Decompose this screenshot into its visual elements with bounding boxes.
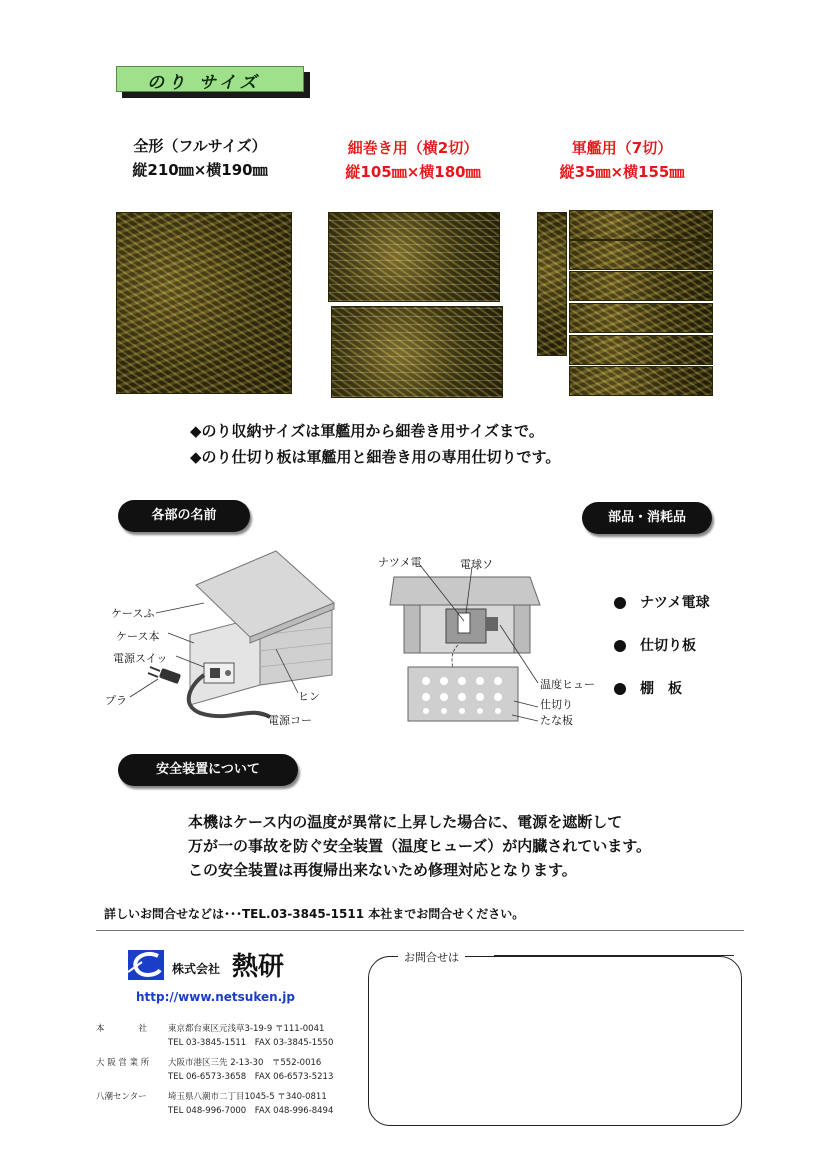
label-case-body: ケース本: [116, 630, 160, 643]
bullet-icon: [614, 640, 626, 652]
label-plug: プラ: [105, 694, 127, 707]
section-safety: 安全装置について: [118, 754, 298, 786]
office-phones: TEL 048-996-7000 FAX 048-996-8494: [168, 1106, 334, 1116]
office-label: 大 阪 営 業 所: [96, 1058, 150, 1068]
company-logo-icon: [128, 950, 164, 980]
label-natsume-bulb: ナツメ電: [378, 556, 422, 569]
size-hosomaki: [313, 136, 513, 184]
note-divider: ◆のり仕切り板は軍艦用と細巻き用の専用仕切りです。: [190, 448, 561, 466]
label-hinge: ヒン: [298, 690, 320, 703]
safety-line-3: この安全装置は再復帰出来ないため修理対応となります。: [188, 861, 577, 879]
office-address: 大阪市港区三先 2-13-30 〒552-0016: [168, 1058, 322, 1068]
size-hosomaki-dims: 縦105㎜×横180㎜: [345, 163, 481, 181]
size-full-name: 全形（フルサイズ）: [133, 137, 267, 155]
office-label: 本 社: [96, 1024, 148, 1034]
office-phones: TEL 06-6573-3658 FAX 06-6573-5213: [168, 1072, 334, 1082]
nori-gunkan-strip: [569, 303, 713, 333]
label-thermal-fuse: 温度ヒュー: [540, 678, 595, 691]
notes: [190, 418, 710, 470]
nori-hosomaki-image-2: [331, 306, 503, 398]
size-gunkan: [522, 136, 722, 184]
size-hosomaki-name: 細巻き用（横2切）: [347, 139, 479, 157]
label-power-cord: 電源コー: [268, 714, 312, 727]
label-shelf-board: たな板: [540, 714, 573, 727]
section-parts-names: 各部の名前: [118, 500, 250, 532]
inquiry-box: [368, 956, 742, 1126]
nori-hosomaki-image-1: [328, 212, 500, 302]
nori-gunkan-strip: [569, 271, 713, 301]
consumable-natsume-bulb: ナツメ電球: [640, 595, 710, 611]
nori-gunkan-strip-vertical: [537, 212, 567, 356]
label-power-switch: 電源スイッ: [113, 652, 168, 665]
size-gunkan-dims: 縦35㎜×横155㎜: [559, 163, 685, 181]
company-name: 熱研: [232, 952, 285, 982]
label-bulb-socket: 電球ソ: [460, 558, 493, 571]
office-address: 埼玉県八潮市二丁目1045-5 〒340-0811: [168, 1092, 327, 1102]
office-phones: TEL 03-3845-1511 FAX 03-3845-1550: [168, 1038, 334, 1048]
nori-gunkan-strip: [569, 366, 713, 396]
nori-gunkan-strip: [569, 240, 713, 270]
office-address: 東京都台東区元浅草3-19-9 〒111-0041: [168, 1024, 325, 1034]
page-title: のり サイズ: [147, 73, 261, 93]
consumable-item: [614, 678, 682, 698]
note-storage: ◆のり収納サイズは軍艦用から細巻き用サイズまで。: [190, 422, 544, 440]
consumable-shelf: 棚 板: [640, 681, 682, 697]
size-full: [100, 134, 300, 182]
nori-gunkan-strip: [569, 210, 713, 240]
office-label: 八潮センター: [96, 1092, 147, 1102]
inquiry-header: [398, 946, 746, 966]
size-full-dims: 縦210㎜×横190㎜: [132, 161, 268, 179]
label-divider: 仕切り: [540, 698, 573, 711]
company-prefix: 株式会社: [172, 962, 221, 976]
consumable-item: [614, 635, 696, 655]
inquiry-rule: [494, 955, 734, 956]
nori-full-image: [116, 212, 292, 394]
safety-line-2: 万が一の事故を防ぐ安全装置（温度ヒューズ）が内臓されています。: [188, 837, 652, 855]
bullet-icon: [614, 597, 626, 609]
divider-line: [96, 930, 744, 931]
section-title-tab: [116, 66, 304, 92]
consumable-divider: 仕切り板: [640, 638, 696, 654]
safety-line-1: 本機はケース内の温度が異常に上昇した場合に、電源を遮断して: [188, 813, 623, 831]
size-gunkan-name: 軍艦用（7切）: [571, 139, 673, 157]
consumable-item: [614, 592, 710, 612]
inquiry-label: お問合せは: [398, 951, 465, 964]
bullet-icon: [614, 683, 626, 695]
contact-line: 詳しいお問合せなどは･･･TEL.03-3845-1511 本社までお問合せください。: [104, 907, 525, 921]
safety-text: [188, 810, 748, 882]
company-url[interactable]: http://www.netsuken.jp: [136, 990, 295, 1004]
nori-gunkan-strip: [569, 335, 713, 365]
section-consumables: 部品・消耗品: [582, 502, 712, 534]
label-case-lid: ケースふ: [111, 607, 155, 620]
